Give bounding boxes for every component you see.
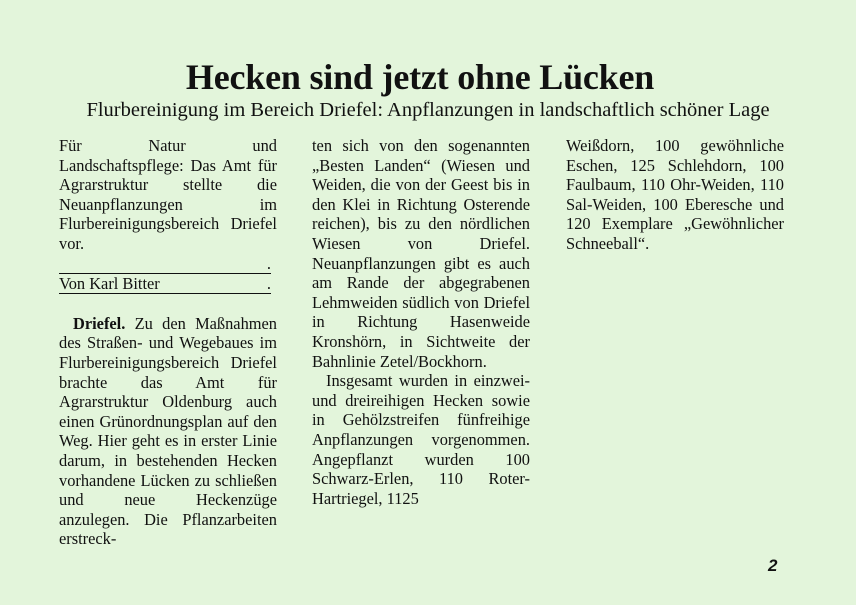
article-body-col2-paragraph-2: Insgesamt wurden in einzwei- und dreireihigen Hecken sowie in Gehölzstreifen fünfreihige Anpflanzungen vorgenommen. Angepflanzt wurden 100 Schwarz-Erlen, 110 Roter-Hartriegel, 1125	[312, 371, 530, 508]
headline: Hecken sind jetzt ohne Lücken	[185, 57, 655, 97]
byline-end: .	[266, 274, 271, 294]
article-column-1	[59, 136, 277, 549]
separator-rule-end: .	[266, 253, 271, 273]
article-body-col3: Weißdorn, 100 gewöhnliche Eschen, 125 Schlehdorn, 100 Faulbaum, 110 Ohr-Weiden, 110 Sal-Weiden, 100 Eberesche und 120 Exemplare „Gewöhnlicher Schneeball“.	[566, 136, 784, 253]
byline	[59, 274, 271, 294]
article-body-col1: Zu den Maßnahmen des Straßen- und Wegebaues im Flurbereinigungsbereich Driefel brachte das Amt für Agrarstruktur Oldenburg auch einen Grünordnungsplan auf den Weg. Hier geht es in erster Linie darum, in bestehenden Hecken vorhandene Lücken zu schließen und neue Heckenzüge anzulegen. Die Pflanzarbeiten erstreck-	[59, 313, 277, 549]
byline-author: Von Karl Bitter	[59, 274, 160, 294]
dateline: Driefel.	[73, 313, 126, 333]
article-column-3	[566, 136, 784, 254]
article-body-col2-paragraph-1: ten sich von den sogenannten „Besten Landen“ (Wiesen und Weiden, die von der Geest bis in den Klei in Richtung Osterende reichen), bis zu den nördlichen Wiesen von Driefel. Neuanpflanzungen gibt es auch am Rande der abgegrabenen Lehmweiden südlich von Driefel in Richtung Hasenweide Kronshörn, in Sichtweite der Bahnlinie Zetel/Bockhorn.	[312, 136, 530, 371]
spacer	[59, 294, 277, 314]
article-body-start	[59, 314, 277, 549]
separator-rule	[59, 254, 271, 275]
subheadline: Flurbereinigung im Bereich Driefel: Anpflanzungen in landschaftlich schöner Lage	[86, 99, 770, 121]
article-intro: Für Natur und Landschaftspflege: Das Amt für Agrarstruktur stellte die Neuanpflanzungen im Flurbereinigungsbereich Driefel vor.	[59, 136, 277, 253]
page-number: 2	[768, 556, 778, 575]
article-column-2	[312, 136, 530, 508]
